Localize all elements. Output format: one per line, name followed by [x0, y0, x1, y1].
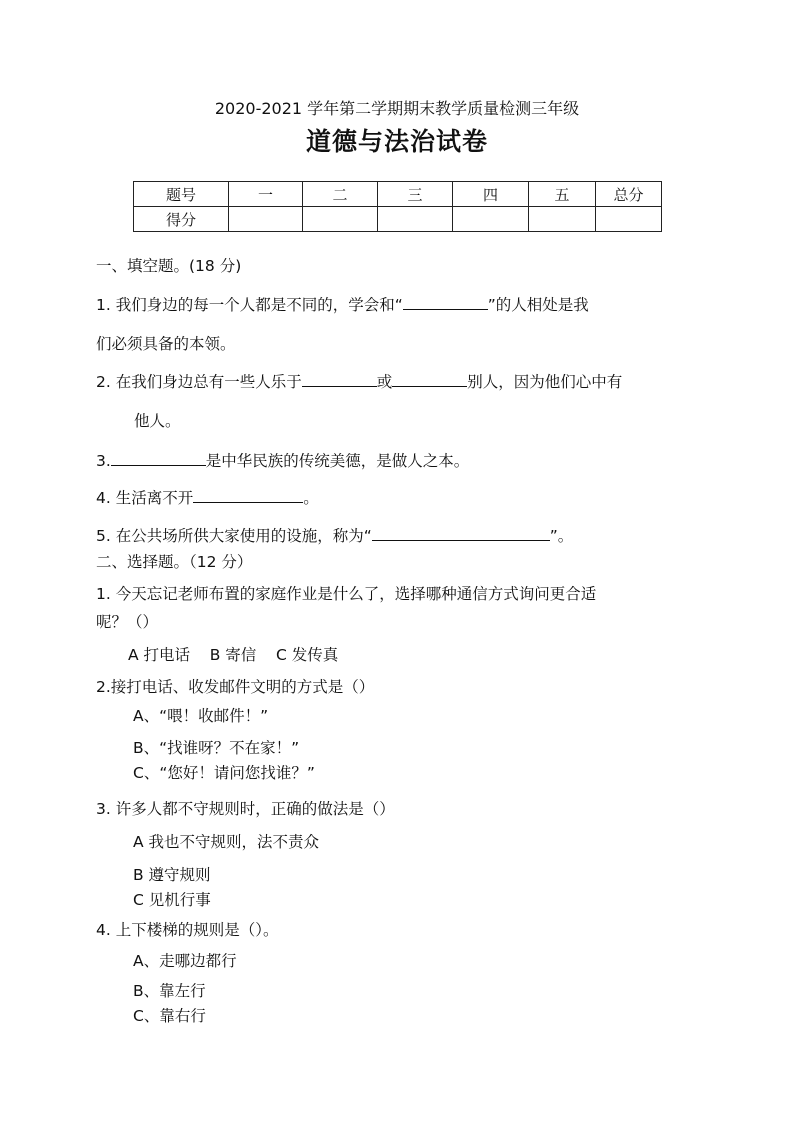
- score-table-header-cell: 四: [453, 182, 529, 207]
- section1-heading: 一、填空题。(18 分): [96, 257, 242, 275]
- section2-q2-option-a: A、“喂！收邮件！”: [133, 707, 269, 725]
- q1-blank[interactable]: [403, 295, 488, 310]
- section2-q2-stem: 2.接打电话、收发邮件文明的方式是（）: [96, 678, 375, 696]
- score-cell: [529, 207, 596, 232]
- q2-text-post: 别人，因为他们心中有: [467, 373, 623, 391]
- q2-blank-2[interactable]: [392, 372, 467, 387]
- section2-q1-line2: 呢？（）: [96, 613, 159, 631]
- exam-subtitle: 2020-2021 学年第二学期期末教学质量检测三年级: [214, 99, 580, 118]
- section2-q3-option-b: B 遵守规则: [133, 866, 211, 884]
- score-table-header-cell: 三: [378, 182, 453, 207]
- score-table-header-cell: 一: [229, 182, 303, 207]
- q2-text-mid: 或: [376, 373, 393, 391]
- section2-q1-options: A 打电话 B 寄信 C 发传真: [128, 646, 339, 664]
- score-table-header-cell: 题号: [134, 182, 229, 207]
- section2-q2-option-c: C、“您好！请问您找谁？”: [133, 764, 315, 782]
- q2-text-pre: 2. 在我们身边总有一些人乐于: [96, 373, 302, 391]
- q1-text-post: ”的人相处是我: [487, 296, 589, 314]
- score-table-header-cell: 二: [303, 182, 378, 207]
- exam-title: 道德与法治试卷: [305, 127, 488, 156]
- section1-q2-line1: [96, 370, 622, 392]
- q5-blank[interactable]: [372, 526, 550, 541]
- q2-blank-1[interactable]: [302, 372, 377, 387]
- section1-q4: [96, 486, 319, 508]
- section1-q5: [96, 524, 573, 546]
- q3-text-post: 是中华民族的传统美德，是做人之本。: [205, 452, 470, 470]
- section1-q2-line2: 他人。: [134, 412, 181, 430]
- section2-q2-option-b: B、“找谁呀？不在家！”: [133, 739, 300, 757]
- section2-q4-option-a: A、走哪边都行: [133, 952, 237, 970]
- section2-q4-option-b: B、靠左行: [133, 982, 206, 1000]
- section2-heading: 二、选择题。（12 分）: [96, 553, 253, 571]
- q4-blank[interactable]: [193, 488, 303, 503]
- section2-q3-option-c: C 见机行事: [133, 891, 211, 909]
- score-cell: [596, 207, 662, 232]
- q3-blank[interactable]: [111, 451, 206, 466]
- score-table-header-cell: 总分: [596, 182, 662, 207]
- section1-q3: [96, 449, 469, 471]
- q4-text-post: 。: [303, 489, 319, 507]
- score-table-header-cell: 五: [529, 182, 596, 207]
- section2-q3-stem: 3. 许多人都不守规则时，正确的做法是（）: [96, 800, 395, 818]
- score-table: [133, 181, 662, 232]
- section1-q1-line2: 们必须具备的本领。: [96, 335, 236, 353]
- q3-text-pre: 3.: [96, 452, 111, 470]
- score-cell: [229, 207, 303, 232]
- section2-q4-option-c: C、靠右行: [133, 1007, 206, 1025]
- score-cell: [378, 207, 453, 232]
- q1-text-pre: 1. 我们身边的每一个人都是不同的，学会和“: [96, 296, 403, 314]
- section1-q1-line1: [96, 293, 589, 315]
- section2-q1-line1: 1. 今天忘记老师布置的家庭作业是什么了，选择哪种通信方式询问更合适: [96, 585, 597, 603]
- section2-q4-stem: 4. 上下楼梯的规则是（）。: [96, 921, 279, 939]
- score-cell: [453, 207, 529, 232]
- score-cell: [303, 207, 378, 232]
- score-table-header-row: [134, 182, 662, 207]
- q5-text-pre: 5. 在公共场所供大家使用的设施，称为“: [96, 527, 372, 545]
- section2-q3-option-a: A 我也不守规则，法不责众: [133, 833, 320, 851]
- score-table-score-row: [134, 207, 662, 232]
- q4-text-pre: 4. 生活离不开: [96, 489, 194, 507]
- q5-text-post: ”。: [549, 527, 574, 545]
- score-row-label: 得分: [134, 207, 229, 232]
